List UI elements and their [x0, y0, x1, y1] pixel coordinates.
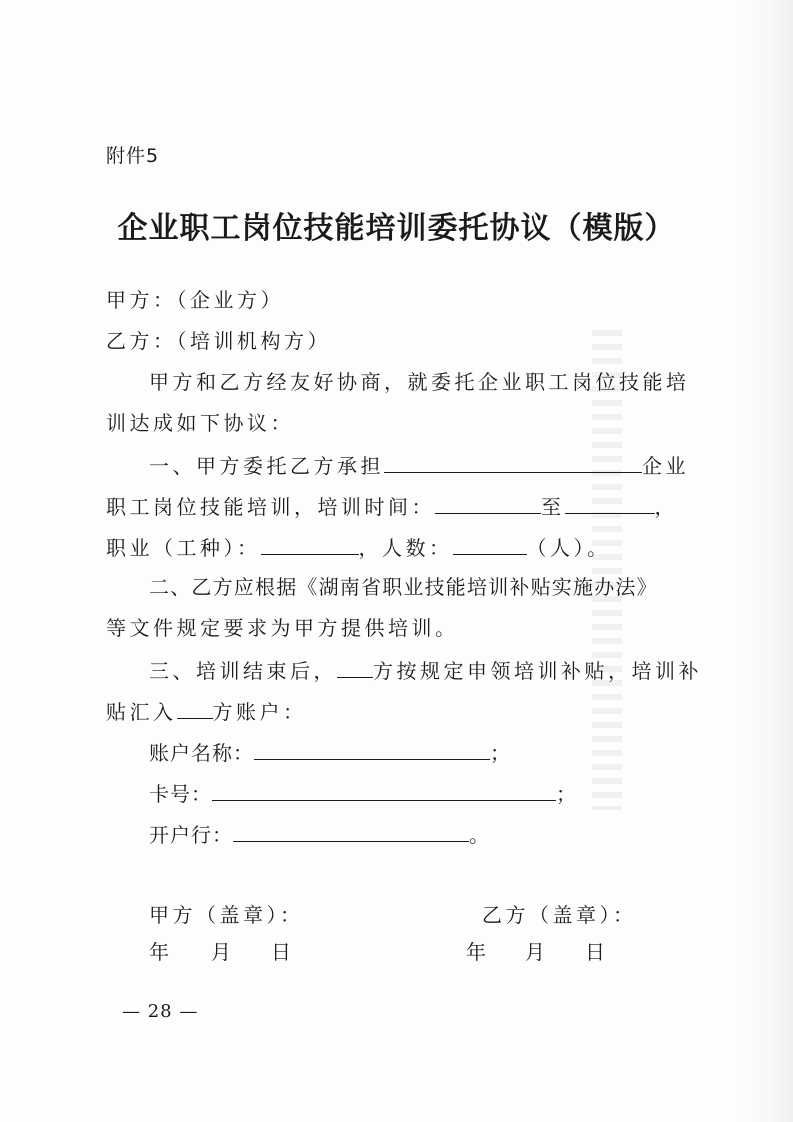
scan-bleed-through — [592, 330, 622, 810]
bank-label: 开户行： — [149, 823, 233, 847]
clause2-line-2: 等文件规定要求为甲方提供培训。 — [106, 616, 459, 640]
clause1-line-1 — [149, 454, 689, 476]
clause3-line1-rest: 方按规定申领培训补贴，培训补 — [373, 659, 702, 683]
intro-line-1: 甲方和乙方经友好协商，就委托企业职工岗位技能培 — [149, 370, 690, 394]
account-name-line — [149, 741, 511, 763]
bank-blank[interactable] — [233, 823, 469, 842]
card-number-label: 卡号： — [149, 782, 212, 806]
clause1-after-blank: 企业 — [642, 454, 689, 478]
entrusted-content-blank[interactable] — [384, 454, 642, 473]
training-time-to: 至 — [541, 495, 565, 519]
training-time-label: 职工岗位技能培训，培训时间： — [106, 495, 435, 519]
clause3-line-1 — [149, 659, 702, 681]
clause1-line-3 — [106, 536, 611, 558]
card-number-blank[interactable] — [212, 782, 556, 801]
card-number-line — [149, 782, 577, 804]
clause3-line-2 — [106, 700, 307, 722]
clause3-line2-rest: 方账户： — [212, 700, 307, 724]
headcount-unit: （人）。 — [526, 536, 611, 560]
account-name-end: ； — [490, 741, 511, 765]
occupation-blank[interactable] — [261, 536, 359, 555]
applicant-party-blank[interactable] — [337, 659, 373, 678]
bank-line — [149, 823, 490, 845]
scan-shadow — [733, 0, 793, 1122]
headcount-blank[interactable] — [453, 536, 527, 555]
bank-end: 。 — [469, 823, 490, 847]
party-a-month: 月 — [211, 940, 235, 964]
clause3-prefix: 三、培训结束后， — [149, 659, 337, 683]
headcount-label: ，人数： — [358, 536, 453, 560]
account-name-blank[interactable] — [254, 741, 490, 760]
party-b-day: 日 — [585, 940, 609, 964]
clause2-line-1: 二、乙方应根据《湖南省职业技能培训补贴实施办法》 — [149, 575, 658, 599]
intro-line-2: 训达成如下协议： — [106, 411, 294, 435]
clause1-prefix: 一、甲方委托乙方承担 — [149, 454, 384, 478]
page-number: — 28 — — [122, 1001, 199, 1022]
party-b-line: 乙方：（培训机构方） — [106, 329, 331, 353]
training-start-blank[interactable] — [435, 495, 541, 514]
receiving-party-blank[interactable] — [177, 700, 213, 719]
attachment-label: 附件5 — [106, 145, 160, 167]
party-a-day: 日 — [271, 940, 295, 964]
party-b-month: 月 — [525, 940, 549, 964]
party-a-line: 甲方：（企业方） — [106, 288, 284, 312]
party-a-seal: 甲方（盖章）： — [149, 903, 304, 927]
document-title: 企业职工岗位技能培训委托协议（模版） — [117, 211, 676, 246]
party-a-year: 年 — [149, 940, 173, 964]
occupation-label: 职业（工种）： — [106, 536, 261, 560]
party-b-seal: 乙方（盖章）： — [482, 903, 637, 927]
training-time-comma: ， — [654, 495, 678, 519]
account-name-label: 账户名称： — [149, 741, 254, 765]
party-b-year: 年 — [466, 940, 490, 964]
training-end-blank[interactable] — [565, 495, 655, 514]
clause3-line2-start: 贴汇入 — [106, 700, 177, 724]
clause1-line-2 — [106, 495, 678, 517]
card-number-end: ； — [556, 782, 577, 806]
